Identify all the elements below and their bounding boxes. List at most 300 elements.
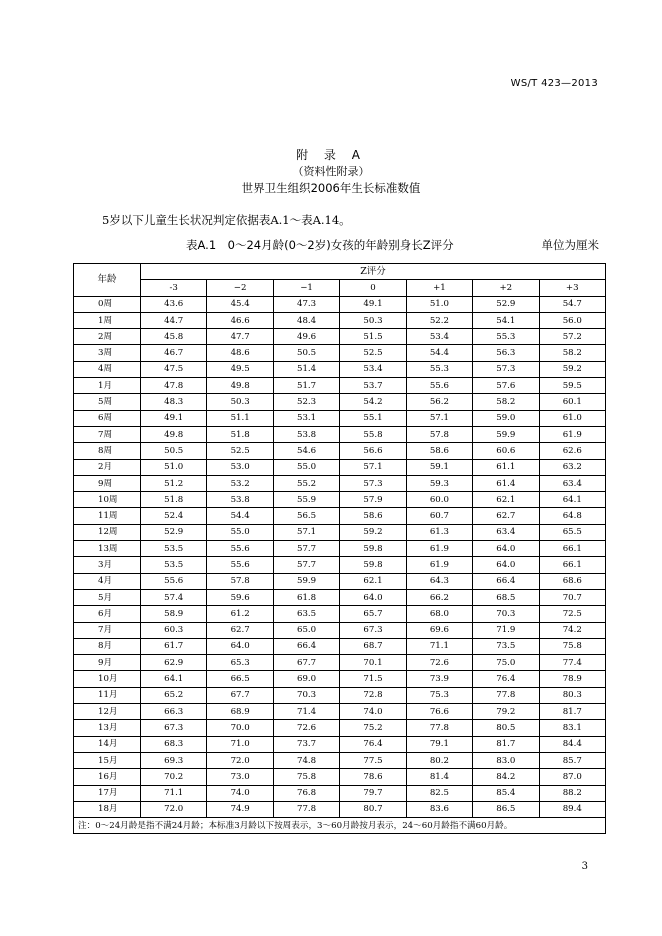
value-cell: 61.9 [406,557,472,573]
age-cell: 8月 [74,638,141,654]
value-cell: 52.4 [141,508,207,524]
value-cell: 73.5 [473,638,539,654]
length-for-age-table [73,263,606,834]
value-cell: 76.4 [340,736,406,752]
value-cell: 55.3 [406,361,472,377]
value-cell: 46.6 [207,312,273,328]
z-columns-row [74,280,606,296]
value-cell: 70.7 [539,589,605,605]
value-cell: 60.7 [406,508,472,524]
age-cell: 6月 [74,606,141,622]
value-cell: 50.3 [340,312,406,328]
age-cell: 16月 [74,769,141,785]
value-cell: 66.2 [406,589,472,605]
value-cell: 53.1 [273,410,339,426]
value-cell: 57.2 [539,329,605,345]
value-cell: 50.3 [207,394,273,410]
value-cell: 72.0 [207,752,273,768]
age-cell: 10周 [74,492,141,508]
value-cell: 61.1 [473,459,539,475]
value-cell: 68.0 [406,606,472,622]
value-cell: 55.9 [273,492,339,508]
value-cell: 76.8 [273,785,339,801]
value-cell: 61.8 [273,589,339,605]
value-cell: 62.9 [141,655,207,671]
value-cell: 62.1 [473,492,539,508]
table-row [74,524,606,540]
value-cell: 63.4 [473,524,539,540]
value-cell: 74.8 [273,752,339,768]
table-row [74,736,606,752]
value-cell: 52.9 [473,296,539,312]
value-cell: 86.5 [473,801,539,817]
table-body [74,296,606,834]
value-cell: 57.7 [273,541,339,557]
value-cell: 78.9 [539,671,605,687]
value-cell: 45.4 [207,296,273,312]
value-cell: 52.2 [406,312,472,328]
value-cell: 57.7 [273,557,339,573]
table-header-row [74,264,606,280]
table-row [74,752,606,768]
value-cell: 80.5 [473,720,539,736]
z-column-header: −2 [207,280,273,296]
value-cell: 55.6 [207,557,273,573]
value-cell: 60.1 [539,394,605,410]
value-cell: 68.6 [539,573,605,589]
age-cell: 13周 [74,541,141,557]
value-cell: 57.1 [273,524,339,540]
value-cell: 66.1 [539,541,605,557]
value-cell: 59.2 [539,361,605,377]
value-cell: 54.1 [473,312,539,328]
table-row [74,606,606,622]
value-cell: 60.3 [141,622,207,638]
value-cell: 66.3 [141,704,207,720]
age-cell: 3周 [74,345,141,361]
table-row [74,557,606,573]
value-cell: 51.8 [207,426,273,442]
value-cell: 55.0 [273,459,339,475]
age-cell: 3月 [74,557,141,573]
table-row [74,720,606,736]
table-row [74,459,606,475]
value-cell: 61.9 [539,426,605,442]
value-cell: 54.4 [207,508,273,524]
value-cell: 61.2 [207,606,273,622]
appendix-type: （资料性附录） [292,165,370,178]
value-cell: 53.8 [207,492,273,508]
value-cell: 57.8 [207,573,273,589]
table-row [74,329,606,345]
table-row [74,296,606,312]
document-code: WS/T 423—2013 [510,78,598,89]
value-cell: 48.4 [273,312,339,328]
value-cell: 51.0 [141,459,207,475]
value-cell: 63.4 [539,475,605,491]
value-cell: 52.5 [207,443,273,459]
value-cell: 55.2 [273,475,339,491]
age-cell: 10月 [74,671,141,687]
value-cell: 51.4 [273,361,339,377]
value-cell: 79.7 [340,785,406,801]
table-row [74,541,606,557]
value-cell: 72.8 [340,687,406,703]
value-cell: 59.3 [406,475,472,491]
value-cell: 52.5 [340,345,406,361]
value-cell: 81.4 [406,769,472,785]
value-cell: 58.6 [406,443,472,459]
value-cell: 71.1 [406,638,472,654]
value-cell: 57.3 [473,361,539,377]
z-column-header: −1 [273,280,339,296]
value-cell: 60.0 [406,492,472,508]
value-cell: 55.6 [406,378,472,394]
value-cell: 62.7 [473,508,539,524]
value-cell: 64.0 [473,541,539,557]
table-note-row [74,818,606,834]
value-cell: 64.3 [406,573,472,589]
age-column-header: 年龄 [74,264,141,297]
value-cell: 57.8 [406,426,472,442]
value-cell: 51.0 [406,296,472,312]
age-cell: 17月 [74,785,141,801]
table-row [74,671,606,687]
value-cell: 80.7 [340,801,406,817]
table-row [74,622,606,638]
value-cell: 47.8 [141,378,207,394]
table-unit: 单位为厘米 [541,238,599,252]
value-cell: 55.1 [340,410,406,426]
value-cell: 72.0 [141,801,207,817]
value-cell: 53.2 [207,475,273,491]
value-cell: 88.2 [539,785,605,801]
value-cell: 61.7 [141,638,207,654]
value-cell: 61.4 [473,475,539,491]
value-cell: 58.9 [141,606,207,622]
value-cell: 53.8 [273,426,339,442]
value-cell: 53.4 [406,329,472,345]
value-cell: 77.5 [340,752,406,768]
value-cell: 72.6 [273,720,339,736]
value-cell: 61.0 [539,410,605,426]
appendix-label: 附 录 A [296,148,366,162]
table-row [74,475,606,491]
value-cell: 55.0 [207,524,273,540]
value-cell: 47.5 [141,361,207,377]
value-cell: 89.4 [539,801,605,817]
value-cell: 50.5 [141,443,207,459]
value-cell: 65.7 [340,606,406,622]
value-cell: 60.6 [473,443,539,459]
value-cell: 44.7 [141,312,207,328]
value-cell: 51.1 [207,410,273,426]
value-cell: 72.5 [539,606,605,622]
value-cell: 69.3 [141,752,207,768]
age-cell: 6周 [74,410,141,426]
table-row [74,345,606,361]
z-column-header: +2 [473,280,539,296]
age-cell: 15月 [74,752,141,768]
value-cell: 70.2 [141,769,207,785]
page-number: 3 [581,861,588,872]
value-cell: 59.9 [273,573,339,589]
value-cell: 49.1 [141,410,207,426]
z-column-header: +1 [406,280,472,296]
value-cell: 74.2 [539,622,605,638]
value-cell: 63.2 [539,459,605,475]
z-column-header: 0 [340,280,406,296]
table-row [74,410,606,426]
value-cell: 70.3 [473,606,539,622]
value-cell: 56.0 [539,312,605,328]
value-cell: 49.8 [141,426,207,442]
age-cell: 14月 [74,736,141,752]
value-cell: 45.8 [141,329,207,345]
age-cell: 12周 [74,524,141,540]
table-row [74,704,606,720]
value-cell: 71.1 [141,785,207,801]
value-cell: 79.2 [473,704,539,720]
value-cell: 66.5 [207,671,273,687]
value-cell: 64.1 [141,671,207,687]
value-cell: 51.5 [340,329,406,345]
value-cell: 69.0 [273,671,339,687]
value-cell: 74.0 [207,785,273,801]
value-cell: 76.4 [473,671,539,687]
age-cell: 9月 [74,655,141,671]
value-cell: 59.2 [340,524,406,540]
z-column-header: -3 [141,280,207,296]
value-cell: 71.9 [473,622,539,638]
age-cell: 13月 [74,720,141,736]
value-cell: 53.0 [207,459,273,475]
age-cell: 9周 [74,475,141,491]
value-cell: 85.4 [473,785,539,801]
value-cell: 58.2 [539,345,605,361]
value-cell: 83.0 [473,752,539,768]
value-cell: 58.2 [473,394,539,410]
z-score-header: Z评分 [141,264,606,280]
value-cell: 71.0 [207,736,273,752]
table-row [74,394,606,410]
value-cell: 61.3 [406,524,472,540]
value-cell: 59.1 [406,459,472,475]
appendix-title: 世界卫生组织2006年生长标准数值 [241,181,421,195]
intro-paragraph: 5岁以下儿童生长状况判定依据表A.1～表A.14。 [102,213,351,227]
value-cell: 56.5 [273,508,339,524]
value-cell: 59.9 [473,426,539,442]
value-cell: 57.1 [406,410,472,426]
value-cell: 82.5 [406,785,472,801]
table-row [74,687,606,703]
value-cell: 64.8 [539,508,605,524]
value-cell: 80.3 [539,687,605,703]
table-row [74,573,606,589]
age-cell: 4月 [74,573,141,589]
value-cell: 64.0 [473,557,539,573]
value-cell: 59.5 [539,378,605,394]
value-cell: 75.3 [406,687,472,703]
value-cell: 62.7 [207,622,273,638]
value-cell: 43.6 [141,296,207,312]
table-row [74,508,606,524]
value-cell: 57.6 [473,378,539,394]
value-cell: 46.7 [141,345,207,361]
table-row [74,801,606,817]
value-cell: 51.7 [273,378,339,394]
value-cell: 59.0 [473,410,539,426]
value-cell: 74.0 [340,704,406,720]
value-cell: 65.0 [273,622,339,638]
value-cell: 48.3 [141,394,207,410]
value-cell: 52.3 [273,394,339,410]
value-cell: 70.1 [340,655,406,671]
value-cell: 53.7 [340,378,406,394]
value-cell: 49.5 [207,361,273,377]
value-cell: 87.0 [539,769,605,785]
value-cell: 68.9 [207,704,273,720]
table-row [74,312,606,328]
value-cell: 47.3 [273,296,339,312]
value-cell: 68.5 [473,589,539,605]
value-cell: 50.5 [273,345,339,361]
value-cell: 77.8 [273,801,339,817]
z-column-header: +3 [539,280,605,296]
value-cell: 57.4 [141,589,207,605]
value-cell: 65.5 [539,524,605,540]
age-cell: 2月 [74,459,141,475]
value-cell: 61.9 [406,541,472,557]
value-cell: 53.5 [141,557,207,573]
value-cell: 67.3 [141,720,207,736]
value-cell: 77.8 [473,687,539,703]
value-cell: 72.6 [406,655,472,671]
value-cell: 83.1 [539,720,605,736]
value-cell: 52.9 [141,524,207,540]
age-cell: 0周 [74,296,141,312]
value-cell: 80.2 [406,752,472,768]
value-cell: 56.2 [406,394,472,410]
value-cell: 74.9 [207,801,273,817]
value-cell: 54.2 [340,394,406,410]
value-cell: 63.5 [273,606,339,622]
value-cell: 81.7 [473,736,539,752]
value-cell: 54.6 [273,443,339,459]
table-row [74,655,606,671]
age-cell: 7月 [74,622,141,638]
value-cell: 65.2 [141,687,207,703]
value-cell: 49.1 [340,296,406,312]
value-cell: 75.8 [539,638,605,654]
value-cell: 67.7 [207,687,273,703]
value-cell: 77.4 [539,655,605,671]
value-cell: 73.0 [207,769,273,785]
table-note: 注：0～24月龄是指不满24月龄；本标准3月龄以下按周表示，3～60月龄按月表示，24～60月龄指不满60月龄。 [74,818,606,834]
value-cell: 75.0 [473,655,539,671]
value-cell: 65.3 [207,655,273,671]
value-cell: 53.5 [141,541,207,557]
value-cell: 84.4 [539,736,605,752]
value-cell: 47.7 [207,329,273,345]
table-row [74,361,606,377]
value-cell: 66.1 [539,557,605,573]
value-cell: 64.0 [207,638,273,654]
value-cell: 62.6 [539,443,605,459]
value-cell: 67.3 [340,622,406,638]
value-cell: 66.4 [473,573,539,589]
value-cell: 62.1 [340,573,406,589]
value-cell: 55.6 [207,541,273,557]
value-cell: 66.4 [273,638,339,654]
value-cell: 71.5 [340,671,406,687]
value-cell: 59.8 [340,541,406,557]
value-cell: 78.6 [340,769,406,785]
value-cell: 56.6 [340,443,406,459]
value-cell: 64.1 [539,492,605,508]
value-cell: 73.7 [273,736,339,752]
value-cell: 68.3 [141,736,207,752]
value-cell: 67.7 [273,655,339,671]
value-cell: 77.8 [406,720,472,736]
value-cell: 48.6 [207,345,273,361]
value-cell: 58.6 [340,508,406,524]
table-row [74,378,606,394]
value-cell: 59.6 [207,589,273,605]
value-cell: 71.4 [273,704,339,720]
table-row [74,638,606,654]
value-cell: 84.2 [473,769,539,785]
value-cell: 51.8 [141,492,207,508]
table-row [74,426,606,442]
value-cell: 57.9 [340,492,406,508]
age-cell: 1月 [74,378,141,394]
value-cell: 85.7 [539,752,605,768]
value-cell: 54.4 [406,345,472,361]
value-cell: 57.3 [340,475,406,491]
value-cell: 81.7 [539,704,605,720]
value-cell: 64.0 [340,589,406,605]
value-cell: 49.8 [207,378,273,394]
value-cell: 59.8 [340,557,406,573]
value-cell: 54.7 [539,296,605,312]
age-cell: 18月 [74,801,141,817]
age-cell: 12月 [74,704,141,720]
age-cell: 4周 [74,361,141,377]
value-cell: 69.6 [406,622,472,638]
value-cell: 70.0 [207,720,273,736]
age-cell: 11月 [74,687,141,703]
table-row [74,443,606,459]
age-cell: 7周 [74,426,141,442]
value-cell: 75.2 [340,720,406,736]
value-cell: 57.1 [340,459,406,475]
value-cell: 55.3 [473,329,539,345]
age-cell: 5周 [74,394,141,410]
value-cell: 49.6 [273,329,339,345]
value-cell: 51.2 [141,475,207,491]
value-cell: 53.4 [340,361,406,377]
value-cell: 75.8 [273,769,339,785]
table-row [74,589,606,605]
value-cell: 83.6 [406,801,472,817]
value-cell: 56.3 [473,345,539,361]
value-cell: 55.6 [141,573,207,589]
table-row [74,785,606,801]
value-cell: 76.6 [406,704,472,720]
value-cell: 73.9 [406,671,472,687]
value-cell: 79.1 [406,736,472,752]
